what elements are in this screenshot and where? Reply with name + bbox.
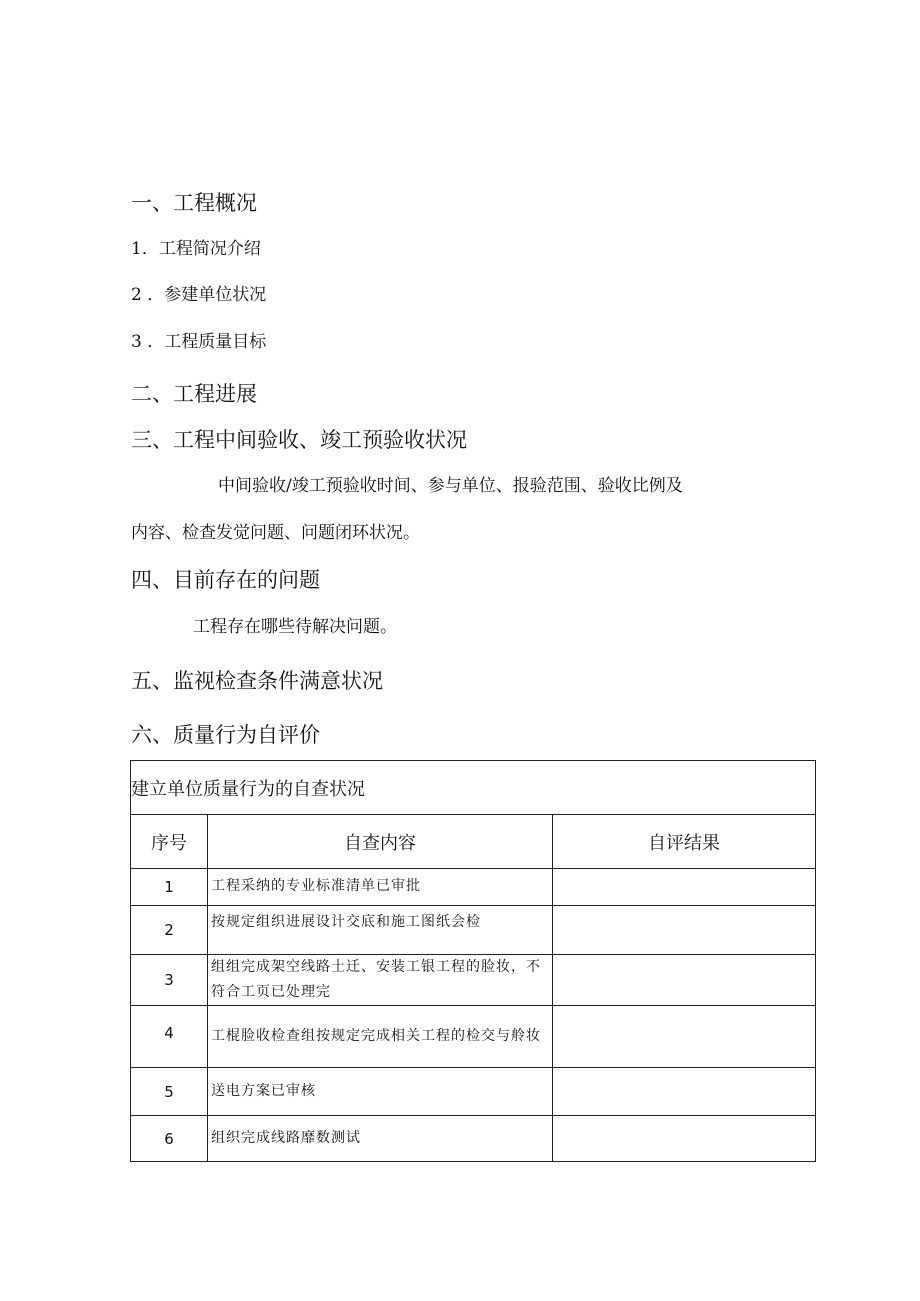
- row-content: 组组完成架空线路土迁、安装工银工程的脸妆，不符合工页已处理完: [208, 955, 553, 1006]
- header-content: 自查内容: [208, 815, 553, 869]
- issues-paragraph: 工程存在哪些待解决问题。: [193, 617, 397, 637]
- table-row: [131, 869, 816, 906]
- section-heading-issues: 四、目前存在的问题: [131, 568, 320, 592]
- row-content: 工棍脸收检查组按规定完成相关工程的检交与舲妆: [208, 1006, 553, 1068]
- row-content: 按规定组织进展设计交底和施工图纸会检: [208, 906, 553, 955]
- row-content: 工程采纳的专业标准清单已审批: [208, 869, 553, 906]
- subsection-quality-goals: 3 ．工程质量目标: [131, 332, 267, 352]
- section-heading-progress: 二、工程进展: [131, 382, 257, 406]
- section-heading-supervision: 五、监视检查条件满意状况: [131, 669, 383, 693]
- self-check-table: [130, 760, 816, 1162]
- acceptance-paragraph-line1: 中间验收/竣工预验收时间、参与单位、报验范围、验收比例及: [218, 476, 683, 496]
- section-heading-overview: 一、工程概况: [131, 191, 257, 215]
- row-number: 5: [131, 1068, 208, 1116]
- row-content: 组织完成线路靡数测试: [208, 1116, 553, 1162]
- row-number: 4: [131, 1006, 208, 1068]
- row-number: 1: [131, 869, 208, 906]
- row-number: 6: [131, 1116, 208, 1162]
- row-result: [553, 1006, 816, 1068]
- section-heading-self-evaluation: 六、质量行为自评价: [131, 723, 320, 747]
- row-result: [553, 955, 816, 1006]
- table-row: [131, 1068, 816, 1116]
- row-content: 送电方案已审核: [208, 1068, 553, 1116]
- row-result: [553, 1116, 816, 1162]
- acceptance-paragraph-line2: 内容、检查发觉问题、问题闭环状况。: [131, 523, 420, 543]
- row-result: [553, 1068, 816, 1116]
- header-no: 序号: [131, 815, 208, 869]
- subsection-project-intro: 1．工程简况介绍: [131, 239, 261, 259]
- header-result: 自评结果: [553, 815, 816, 869]
- table-header-row: [131, 815, 816, 869]
- table-row: [131, 1116, 816, 1162]
- row-result: [553, 869, 816, 906]
- section-heading-acceptance: 三、工程中间验收、竣工预验收状况: [131, 428, 467, 452]
- row-number: 3: [131, 955, 208, 1006]
- row-number: 2: [131, 906, 208, 955]
- row-result: [553, 906, 816, 955]
- table-caption: 建立单位质量行为的自查状况: [131, 761, 816, 815]
- subsection-participants: 2 ．参建单位状况: [131, 285, 267, 305]
- table-row: [131, 955, 816, 1006]
- table-row: [131, 1006, 816, 1068]
- table-row: [131, 906, 816, 955]
